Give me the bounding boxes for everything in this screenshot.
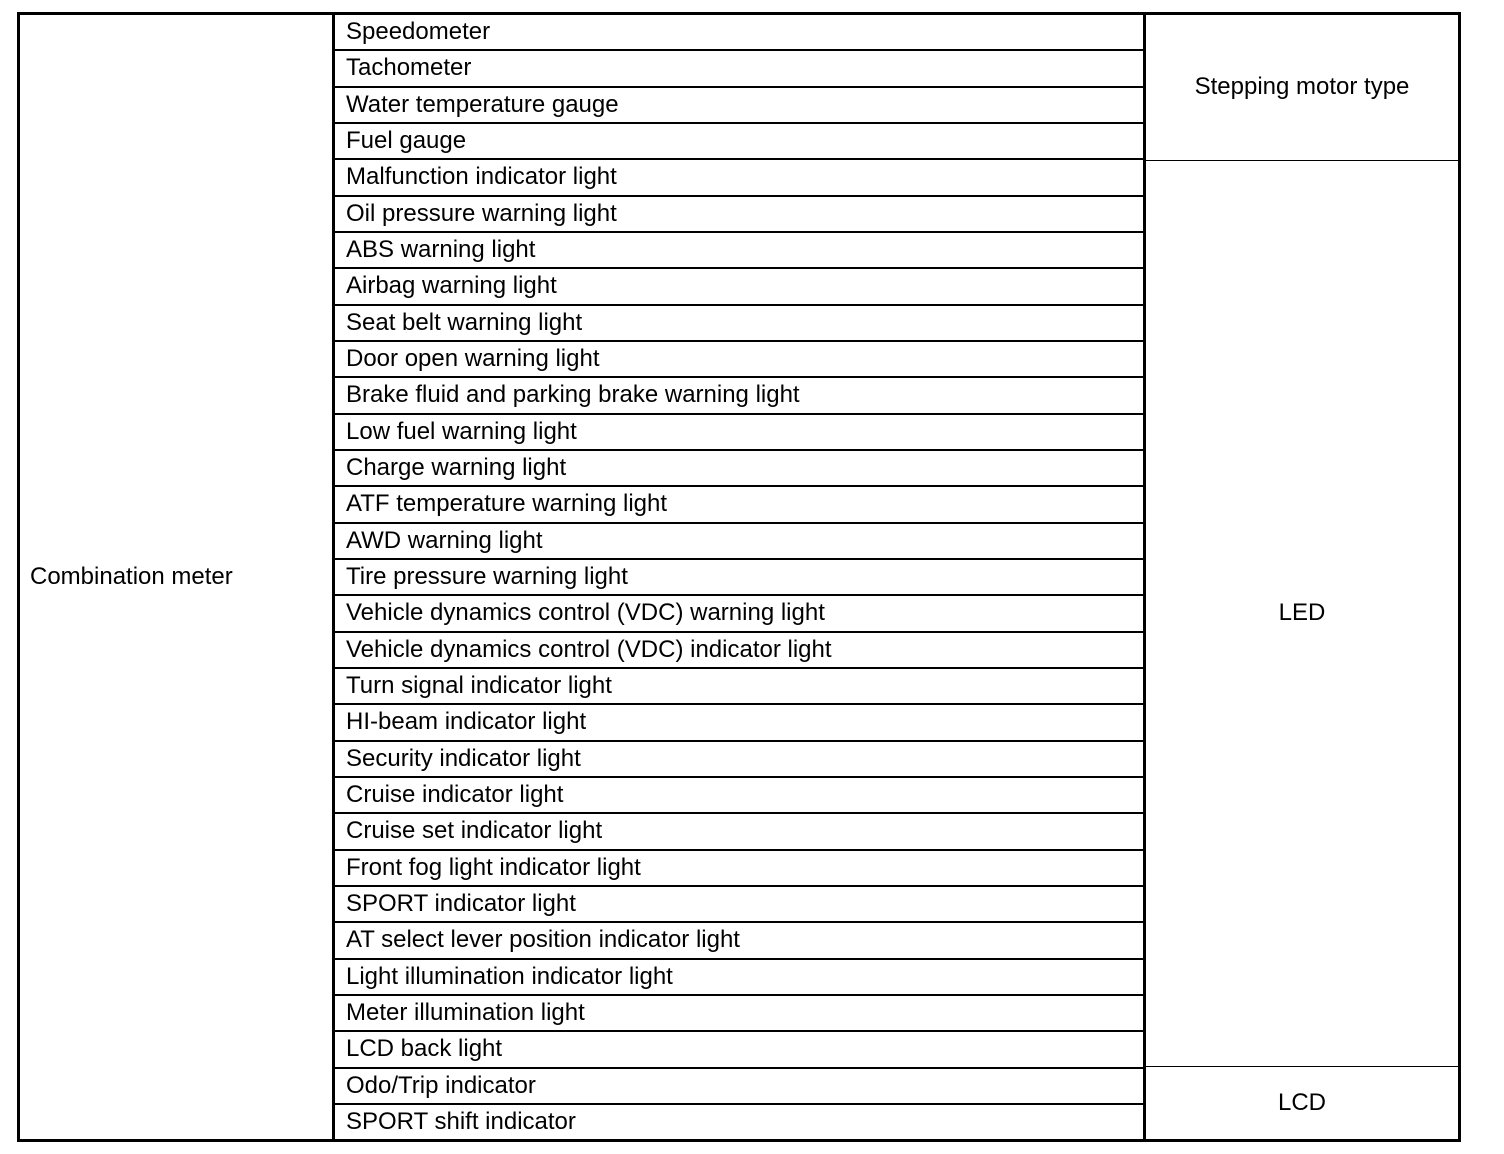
type-label: LCD xyxy=(1277,1088,1326,1116)
group-cell xyxy=(20,15,335,1139)
table-row: SPORT shift indicator xyxy=(346,1108,576,1135)
table-row: Door open warning light xyxy=(335,342,1143,378)
group-label: Combination meter xyxy=(30,563,233,590)
type-cell xyxy=(1146,15,1458,161)
type-cell xyxy=(1146,1067,1458,1139)
type-label: Stepping motor type xyxy=(1194,73,1410,101)
table-row: Vehicle dynamics control (VDC) warning light xyxy=(335,596,1143,632)
table-row: ABS warning light xyxy=(335,233,1143,269)
table-row: Airbag warning light xyxy=(335,269,1143,305)
table-row: Tachometer xyxy=(335,51,1143,87)
table-row: Security indicator light xyxy=(335,742,1143,778)
type-column xyxy=(1146,15,1458,1139)
table-row: Fuel gauge xyxy=(335,124,1143,160)
table-row: AT select lever position indicator light xyxy=(335,923,1143,959)
items-column xyxy=(335,15,1146,1139)
table-row: SPORT indicator light xyxy=(335,887,1143,923)
table-row: LCD back light xyxy=(335,1032,1143,1068)
table-row: Oil pressure warning light xyxy=(335,197,1143,233)
table-row: Cruise set indicator light xyxy=(335,814,1143,850)
table-row: Malfunction indicator light xyxy=(335,160,1143,196)
table-row: HI-beam indicator light xyxy=(335,705,1143,741)
table-row: Vehicle dynamics control (VDC) indicator light xyxy=(335,633,1143,669)
table-row: Front fog light indicator light xyxy=(335,851,1143,887)
combination-meter-table xyxy=(17,12,1461,1142)
table-row: Low fuel warning light xyxy=(335,415,1143,451)
table-row: AWD warning light xyxy=(335,524,1143,560)
table-row: ATF temperature warning light xyxy=(335,487,1143,523)
table-row: Cruise indicator light xyxy=(335,778,1143,814)
table-row: Meter illumination light xyxy=(335,996,1143,1032)
table-row: Speedometer xyxy=(335,15,1143,51)
table-row: Water temperature gauge xyxy=(335,88,1143,124)
table-row: Charge warning light xyxy=(335,451,1143,487)
table-row: Seat belt warning light xyxy=(335,306,1143,342)
table-row: Light illumination indicator light xyxy=(335,960,1143,996)
table-row: Tire pressure warning light xyxy=(335,560,1143,596)
table-row: Odo/Trip indicator xyxy=(335,1069,1143,1105)
table-row: Brake fluid and parking brake warning light xyxy=(335,378,1143,414)
table-row: Turn signal indicator light xyxy=(335,669,1143,705)
type-cell xyxy=(1146,161,1458,1067)
type-label: LED xyxy=(1278,599,1326,627)
